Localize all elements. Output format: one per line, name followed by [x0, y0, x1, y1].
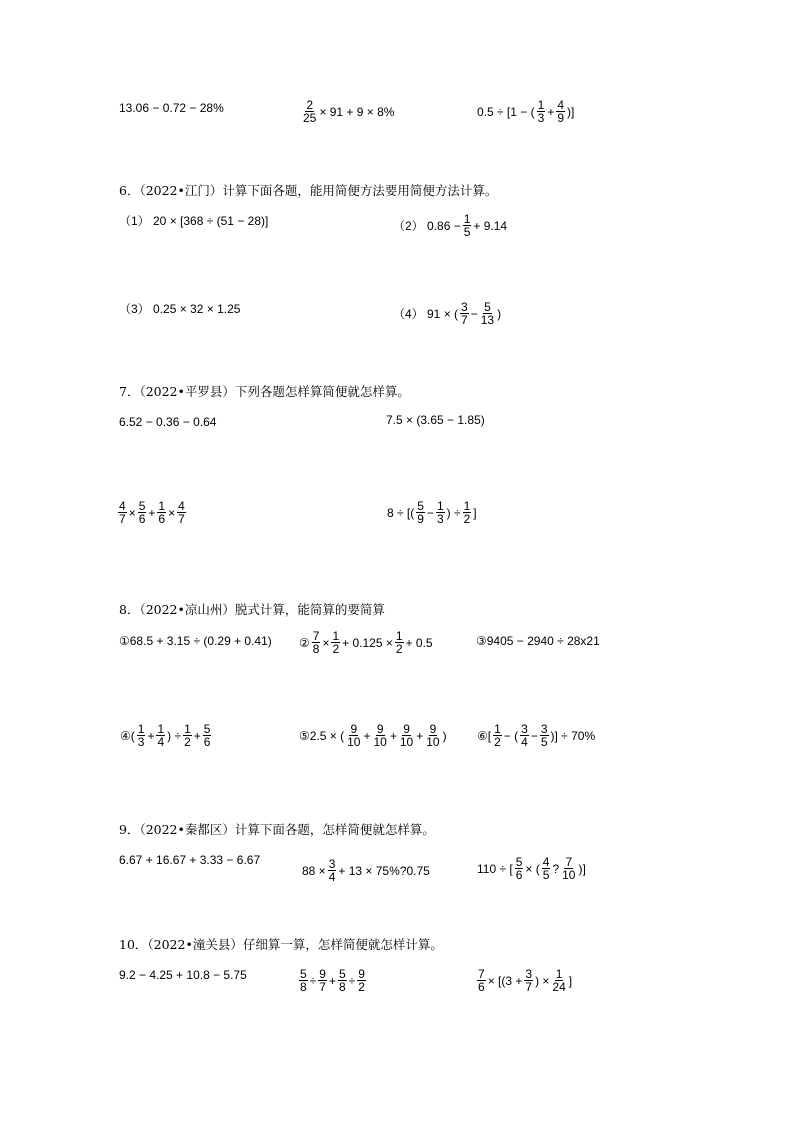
q7-expr-b: 7.5 × (3.65 − 1.85) [386, 413, 485, 427]
q6-part-3: （3） 0.25 × 32 × 1.25 [119, 302, 241, 316]
q7-expr-d: 8 ÷ [( $\frac{5}{9}$ − $\frac{1}{3}$ ) ÷ $\frac{1}{2}$ ] [387, 499, 477, 526]
q9-expr-a: 6.67 + 16.67 + 3.33 − 6.67 [119, 853, 261, 867]
q10-expr-b: $\frac{5}{8}$ ÷ $\frac{9}{7}$ + $\frac{5}{8}$ ÷ $\frac{9}{2}$ [300, 967, 365, 994]
expr-top-1: 13.06 − 0.72 − 28% [119, 101, 224, 115]
q8-expr-2: ② $\frac{7}{8}$ × $\frac{1}{2}$ + 0.125 × $\frac{1}{2}$ + 0.5 [299, 629, 433, 656]
question-10-title: 10．（2022•潼关县）仔细算一算，怎样简便就怎样计算。 [119, 937, 443, 952]
q6-part-2: （2） 0.86 − $\frac{1}{5}$ + 9.14 [393, 212, 508, 239]
question-8-title: 8．（2022•凉山州）脱式计算，能简算的要简算 [119, 602, 385, 617]
question-6-title: 6．（2022•江门）计算下面各题，能用简便方法要用简便方法计算。 [119, 183, 498, 198]
fraction: $\frac{2}{25}$ [303, 98, 317, 125]
q7-expr-c: $\frac{4}{7}$ × $\frac{5}{6}$ + $\frac{1}{6}$ × $\frac{4}{7}$ [119, 499, 185, 526]
q7-expr-a: 6.52 − 0.36 − 0.64 [119, 415, 217, 429]
expr-top-2: $\frac{2}{25}$ × 91 + 9 × 8% [303, 98, 395, 125]
question-9-title: 9．（2022•秦都区）计算下面各题，怎样简便就怎样算。 [119, 822, 435, 837]
q6-part-4: （4） 91 × ( $\frac{3}{7}$ − $\frac{5}{13}$ ) [393, 300, 502, 327]
expr-top-3: 0.5 ÷ [1 − ( $\frac{1}{3}$ + $\frac{4}{9}$ )] [477, 98, 575, 125]
question-7-title: 7．（2022•平罗县）下列各题怎样算简便就怎样算。 [119, 384, 410, 399]
q8-expr-3: ③9405 − 2940 ÷ 28x21 [476, 634, 600, 648]
q9-expr-b: 88 × $\frac{3}{4}$ + 13 × 75%?0.75 [302, 857, 430, 884]
q8-expr-1: ①68.5 + 3.15 ÷ (0.29 + 0.41) [119, 634, 272, 648]
q8-expr-4: ④( $\frac{1}{3}$ + $\frac{1}{4}$ ) ÷ $\frac{1}{2}$ + $\frac{5}{6}$ [120, 722, 211, 749]
q8-expr-6: ⑥[ $\frac{1}{2}$ − ( $\frac{3}{4}$ − $\frac{3}{5}$ )] ÷ 70% [477, 722, 596, 749]
q10-expr-c: $\frac{7}{6}$ × [(3 + $\frac{3}{7}$ ) × $\frac{1}{24}$ ] [478, 967, 573, 994]
q8-expr-5: ⑤2.5 × ( $\frac{9}{10}$ + $\frac{9}{10}$ + $\frac{9}{10}$ + $\frac{9}{10}$ ) [299, 722, 447, 749]
q10-expr-a: 9.2 − 4.25 + 10.8 − 5.75 [119, 968, 247, 982]
q6-part-1: （1） 20 × [368 ÷ (51 − 28)] [119, 214, 269, 228]
q9-expr-c: 110 ÷ [ $\frac{5}{6}$ × ( $\frac{4}{5}$ ? $\frac{7}{10}$ )] [477, 855, 586, 882]
